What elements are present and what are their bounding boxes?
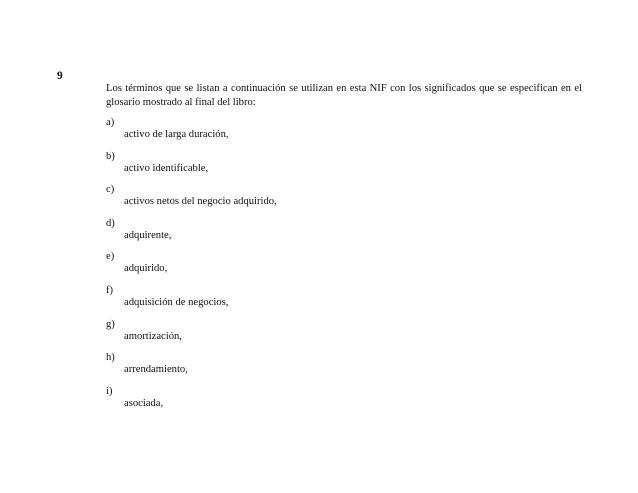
list-item-term: adquirente, bbox=[124, 229, 172, 241]
list-item bbox=[106, 319, 576, 353]
list-item-letter: h) bbox=[106, 352, 115, 364]
list-item bbox=[106, 251, 576, 285]
list-item bbox=[106, 218, 576, 252]
list-item-term: asociada, bbox=[124, 397, 164, 409]
list-item-letter: a) bbox=[106, 117, 115, 128]
intro-paragraph: Los términos que se listan a continuación se utilizan en esta NIF con los significados que se especifican en el glosario mostrado al final del libro: bbox=[106, 83, 582, 108]
list-item bbox=[106, 184, 576, 218]
list-item-letter: f) bbox=[106, 284, 114, 296]
list-item-term: activos netos del negocio adquirido, bbox=[124, 196, 277, 208]
list-item-term: amortización, bbox=[124, 330, 182, 342]
list-item-letter: e) bbox=[106, 251, 115, 263]
list-item bbox=[106, 352, 576, 386]
list-item-term: adquirido, bbox=[124, 263, 168, 275]
paragraph-number: 9 bbox=[57, 70, 63, 82]
list-item bbox=[106, 117, 576, 151]
list-item-term: activo de larga duración, bbox=[124, 129, 229, 140]
terms-list bbox=[106, 117, 576, 419]
list-item-term: adquisición de negocios, bbox=[124, 296, 229, 308]
list-item-letter: b) bbox=[106, 150, 115, 162]
list-item bbox=[106, 285, 576, 319]
list-item bbox=[106, 386, 576, 420]
list-item-letter: d) bbox=[106, 217, 115, 229]
list-item-letter: g) bbox=[106, 318, 115, 330]
list-item-letter: c) bbox=[106, 184, 115, 196]
list-item-term: activo identificable, bbox=[124, 162, 209, 174]
list-item-term: arrendamiento, bbox=[124, 364, 188, 376]
list-item bbox=[106, 151, 576, 185]
list-item-letter: i) bbox=[106, 385, 113, 397]
